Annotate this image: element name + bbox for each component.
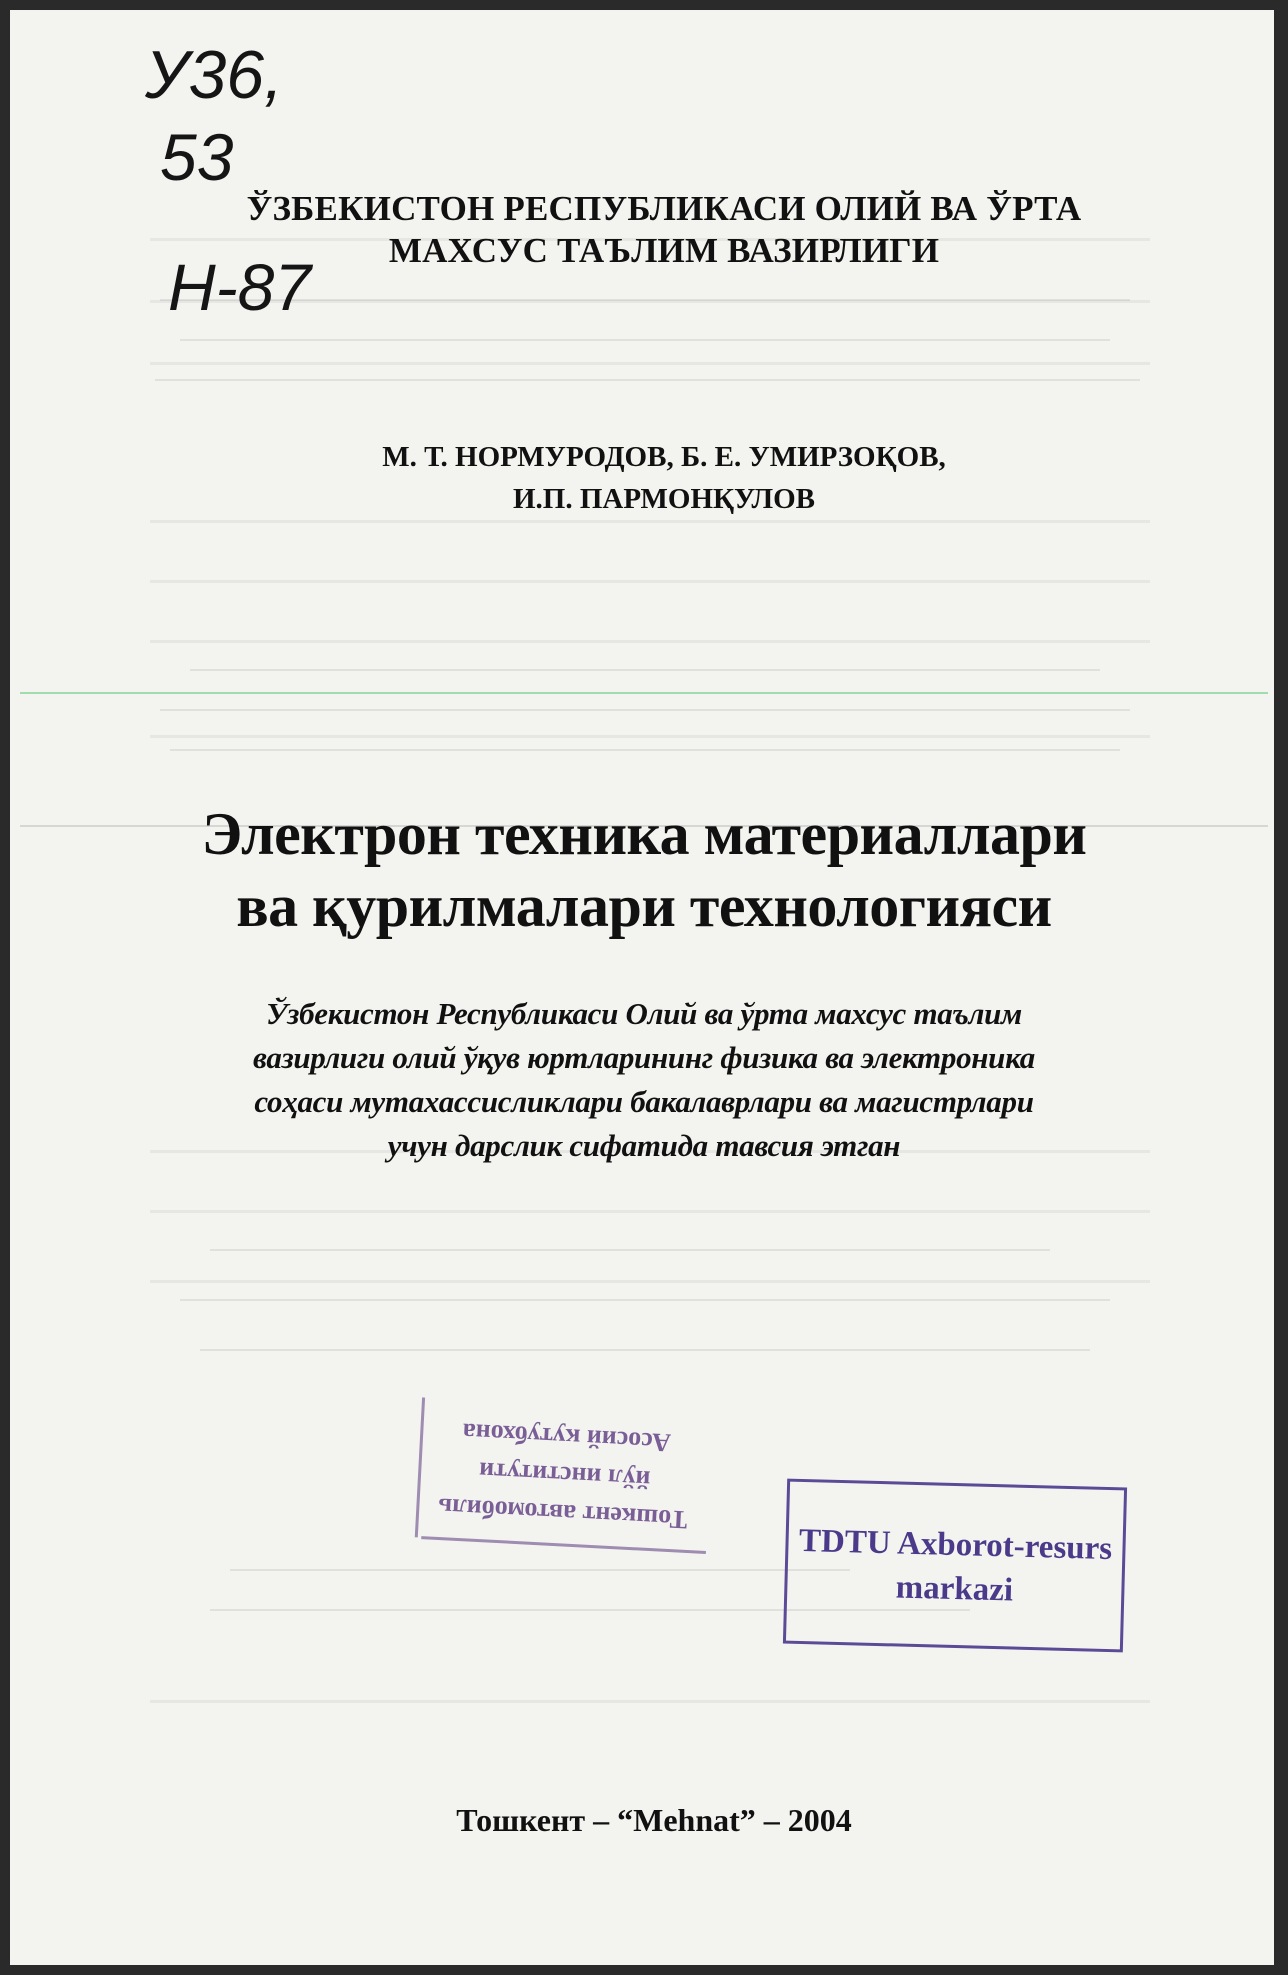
tdtu-stamp-text (774, 1518, 1136, 1615)
ministry-line: МАХСУС ТАЪЛИМ ВАЗИРЛИГИ (388, 231, 940, 270)
title-line: ва қурилмалари технологияси (236, 873, 1052, 939)
subtitle-line: учун дарслик сифатида тавсия этган (387, 1128, 901, 1163)
ministry-line: ЎЗБЕКИСТОН РЕСПУБЛИКАСИ ОЛИЙ ВА ЎРТА (246, 189, 1082, 228)
subtitle-line: вазирлиги олий ўқув юртларининг физика ва электроника (253, 1040, 1035, 1075)
library-stamp (405, 1375, 725, 1565)
title-line: Электрон техника материаллари (201, 801, 1087, 867)
publisher-imprint: Тошкент – “Mehnat” – 2004 (456, 1802, 852, 1838)
handwritten-line: 53 (160, 120, 234, 194)
library-stamp-line: йўл институти (478, 1456, 652, 1495)
authors-block (0, 436, 1288, 520)
recommendation-note (0, 992, 1288, 1168)
handwritten-line: У36, (145, 37, 283, 113)
tdtu-stamp-line: markazi (895, 1569, 1014, 1609)
tdtu-stamp-line: TDTU Axborot-resurs (798, 1522, 1113, 1568)
subtitle-line: соҳаси мутахассисликлари бакалаврлари ва магистрлари (254, 1084, 1034, 1119)
handwritten-call-number (140, 18, 360, 318)
subtitle-line: Ўзбекистон Республикаси Олий ва ўрта махсус таълим (266, 996, 1022, 1031)
authors-line: М. Т. НОРМУРОДОВ, Б. Е. УМИРЗОҚОВ, (382, 441, 946, 473)
ministry-heading (0, 188, 1288, 272)
authors-line: И.П. ПАРМОНҚУЛОВ (512, 483, 815, 515)
library-stamp-line: Тошкент автомобиль (437, 1492, 688, 1535)
library-stamp-line: Асосий кутубхона (461, 1417, 672, 1458)
book-title (0, 798, 1288, 942)
handwritten-line: Н-87 (168, 250, 312, 318)
scan-artifact-line (20, 692, 1268, 694)
tdtu-stamp (775, 1475, 1140, 1670)
